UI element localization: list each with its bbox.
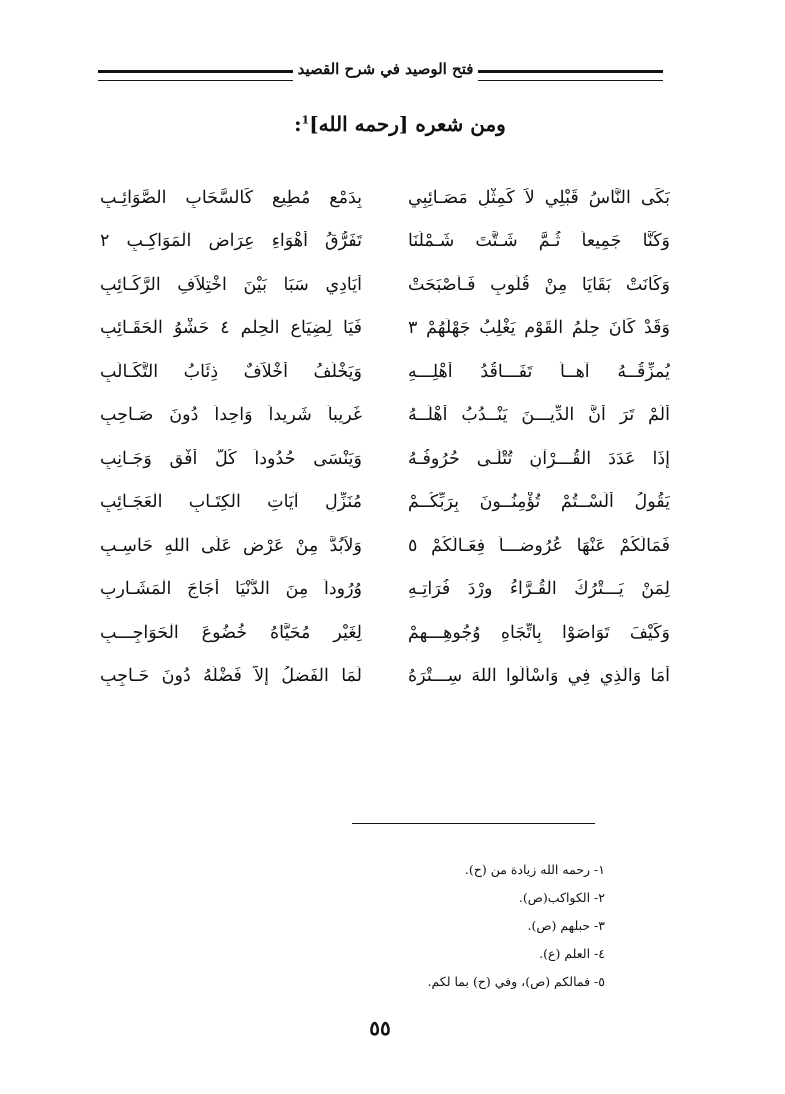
verse — [100, 437, 670, 481]
header-rule-right — [478, 70, 663, 81]
footnote: ٢- الكواكب(ص). — [518, 890, 605, 905]
verse-first-hemistich: وَكُنَّا جَمِيعاً ثُـمَّ شَـتَّتَ شَـمْلَنَا — [408, 231, 670, 252]
verse-first-hemistich: أَلَمْ تَرَ أَنَّ الدِّيـــنَ يَنْــدُبُ أَهْلَــهُ — [408, 405, 670, 426]
verse-first-hemistich: وَكَيْفَ تَوَاصَوْا بِاتِّجَاهِ وُجُوهِـــهِمْ — [408, 622, 670, 643]
verse — [100, 176, 670, 220]
verse-first-hemistich: بَكَى النَّاسُ قَبْلِي لاَ كَمِثْلِ مَصَـائِبِي — [408, 187, 670, 208]
verse — [100, 524, 670, 568]
verse-first-hemistich: يُمزِّقُــهُ آهــاً تَفَـــاقُدُ أَهْلِـــهِ — [408, 361, 670, 382]
header-rule-left — [98, 70, 293, 81]
verse-second-hemistich: بِدَمْعٍ مُطِيعٍ كَالسَّحَابِ الصَّوَائِـبِ — [100, 187, 362, 208]
header-title: فتح الوصيد في شرح القصيد — [297, 60, 474, 78]
verse-first-hemistich: وَقَدْ كَانَ حِلْمُ الْقَوْمِ يَغْلِبُ جَهْلَهُمْ ٣ — [408, 318, 670, 339]
verse-second-hemistich: وَيَخْلُفُ أَخْلاَفٌ ذِئَابُ التَّكَـالُبِ — [100, 361, 362, 382]
verse-first-hemistich: فَمَالَكُمْ عَنْهَا عُرُوضـــاً فِعَـالُكُمْ ٥ — [408, 535, 670, 556]
verse-second-hemistich: غَرِيباً شَرِيداً وَاحِداً دُونَ صَـاحِبِ — [100, 405, 362, 426]
running-header — [98, 58, 663, 88]
verse-second-hemistich: فَيَا لِضِيَاعِ الْحِلْمِ ٤ حَشْوُ الْحَقَـائِبِ — [100, 318, 362, 339]
verse — [100, 394, 670, 438]
verse — [100, 611, 670, 655]
verse — [100, 568, 670, 612]
page-number: ٥٥ — [369, 1016, 391, 1040]
verse-second-hemistich: وَلاَبُدَّ مِنْ عَرْضٍ عَلَى اللهِ حَاسِـبِ — [100, 535, 362, 556]
verse — [100, 220, 670, 264]
section-title-text: ومن شعره [رحمه الله] — [309, 112, 506, 136]
verse-second-hemistich: وَيَنْسَى حُدُوداً كُلَّ أُفْقٍ وَجَـانِبِ — [100, 448, 362, 469]
footnote: ١- رحمه الله زيادة من (ح). — [464, 862, 605, 877]
section-footnote-mark: 1 — [301, 113, 310, 127]
verse-second-hemistich: لَمَا الفَضلُ إلاَّ فَضْلُهُ دُونَ حَـاجِبِ — [100, 666, 362, 687]
verse — [100, 307, 670, 351]
verse-first-hemistich: إِذَا عَدَدَ الْقُـــرْآنِ تُتْلَـى حُرُوفُـهُ — [408, 448, 670, 469]
footnote-separator — [352, 823, 595, 824]
footnote: ٣- حبلهم (ص). — [527, 918, 605, 933]
verse-first-hemistich: لِمَنْ يَـــتْرُكُ الْقُـرَّاءُ وِرْدَ فُرَاتِـهِ — [408, 579, 670, 600]
verse-second-hemistich: مُنَزِّلِ آيَاتِ الْكِتَـابِ الْعَجَـائِبِ — [100, 492, 362, 513]
verse-second-hemistich: تَفَرُّقُ أَهْوَاءِ عِرَاضِ الْمَوَاكِـبِ ٢ — [100, 231, 362, 252]
verse-second-hemistich: أَيَادِي سَبَا بَيْنَ اخْتِلاَفِ الرَّكَـائِبِ — [100, 274, 362, 295]
verse-first-hemistich: وَكَانَتْ بَقَايَا مِنْ قُلُوبٍ فَـأَصْبَحَتْ — [408, 274, 670, 295]
verse-first-hemistich: أَمَا وَالَّذِي فِي وَاسْأَلُوا اللهَ سِـــتْرَهُ — [408, 666, 670, 687]
section-title: ومن شعره [رحمه الله]$^1$: — [294, 112, 506, 136]
poem — [100, 176, 670, 698]
verse — [100, 263, 670, 307]
verse — [100, 481, 670, 525]
verse-second-hemistich: لِغَيْرِ مُحَيَّاهُ خُضُوعَ الْحَوَاجِـــبِ — [100, 622, 362, 643]
footnote: ٥- فمالكم (ص)، وفي (ح) بما لكم. — [427, 974, 605, 989]
verse — [100, 655, 670, 699]
verse-second-hemistich: وُرُوداً مِنَ الدُّنْيَا أُجَاجَ الْمَشَـارِبِ — [100, 579, 362, 600]
footnote: ٤- العلم (ع). — [539, 946, 605, 961]
verse — [100, 350, 670, 394]
footnotes — [185, 856, 605, 996]
verse-first-hemistich: يَقُولُ أَلَسْــتُمْ تُؤْمِنُــونَ بِرَبِّكُــمْ — [408, 492, 670, 513]
